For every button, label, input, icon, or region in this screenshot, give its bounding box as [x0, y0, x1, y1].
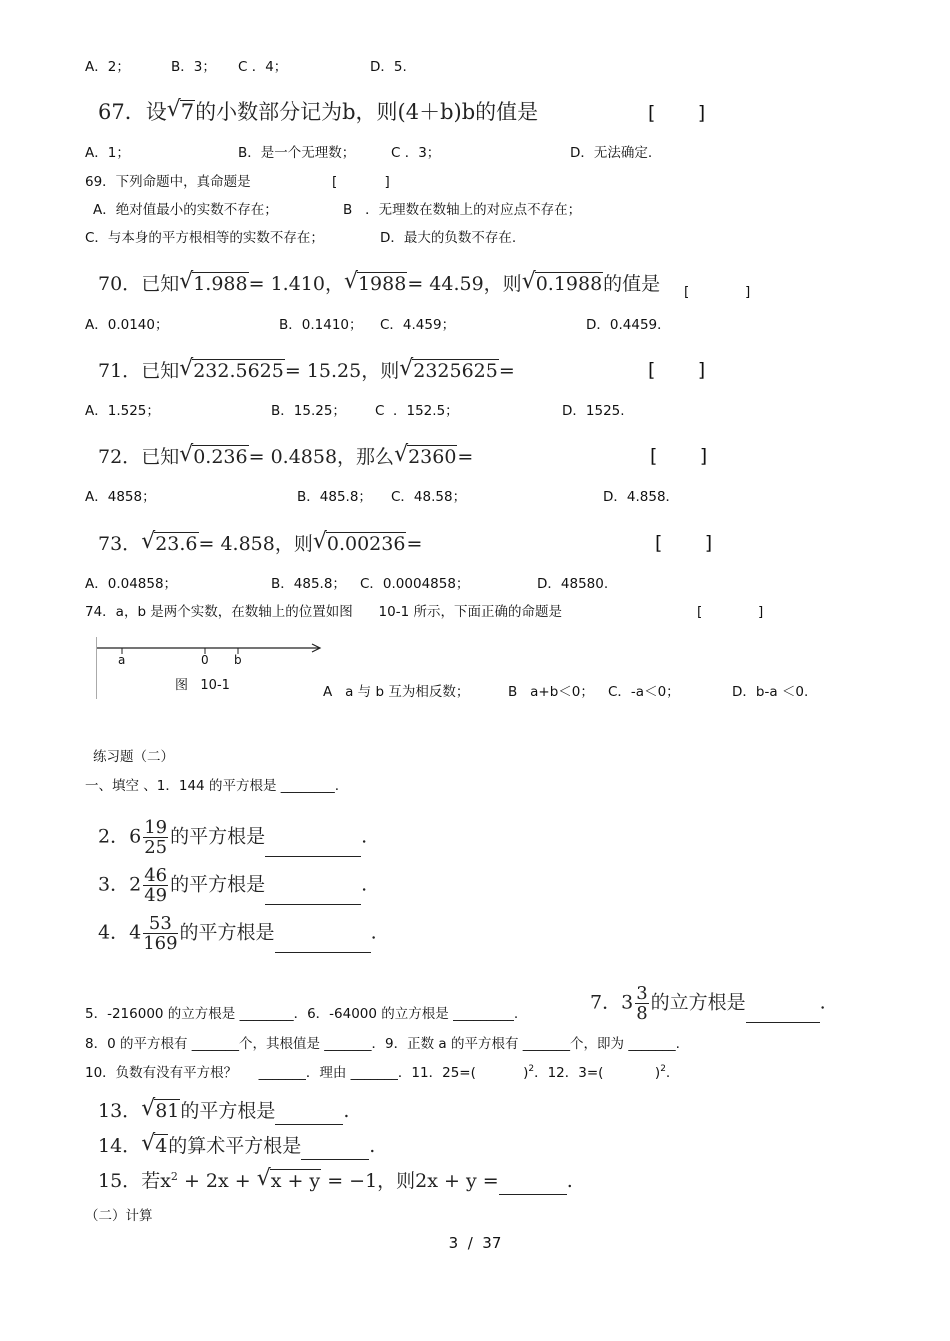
- sqrt-icon: [141, 530, 198, 558]
- q15-pre: 若x: [141, 1170, 171, 1192]
- fill-question-13: 13．√ 81的平方根是 .: [98, 1097, 349, 1125]
- sqrt-icon: [141, 1097, 180, 1125]
- q3-whole: 2: [129, 873, 142, 896]
- q69-stem: 69．下列命题中，真命题是: [85, 174, 251, 190]
- q70-stem: [98, 270, 660, 298]
- q67-stem: [98, 98, 538, 126]
- q74-option-a: A a 与 b 互为相反数；: [323, 684, 470, 700]
- q74-option-b: B a+b＜0；: [508, 684, 594, 700]
- q67-option-a: A．1；: [85, 145, 130, 161]
- fill-question-14: 14．√ 4的算术平方根是 .: [98, 1132, 375, 1160]
- q70-answer-bracket: [ ]: [684, 284, 751, 300]
- q14-tail: 的算术平方根是: [168, 1135, 302, 1157]
- q70-radicand-1: 1.988: [193, 273, 248, 295]
- q70-tail: 的值是: [603, 273, 661, 295]
- label-a: a: [118, 653, 126, 667]
- q67-radicand: 7: [180, 100, 195, 124]
- q67-number: 67．: [98, 100, 146, 124]
- q72-eq-1: = 0.4858，那么: [248, 446, 395, 468]
- q72-answer-bracket: [ ]: [650, 445, 708, 467]
- q73-option-c: C．0.0004858；: [360, 576, 470, 592]
- answer-blank: [275, 934, 371, 953]
- q66-option-d: D．5.: [370, 59, 407, 75]
- q3-denominator: 49: [144, 885, 168, 906]
- q71-option-a: A．1.525；: [85, 403, 160, 419]
- q74-stem: 74．a，b 是两个实数，在数轴上的位置如图 10-1 所示，下面正确的命题是: [85, 604, 562, 620]
- q74-option-c: C．-a＜0；: [608, 684, 680, 700]
- fill-question-2: 2．6 $\frac{19}{25}$ 的平方根是 .: [98, 817, 368, 858]
- q4-denominator: 169: [143, 933, 178, 954]
- q13-tail: 的平方根是: [180, 1100, 276, 1122]
- q4-number: 4．: [98, 921, 130, 944]
- q70-option-c: C．4.459；: [380, 317, 456, 333]
- q72-eq-2: =: [457, 446, 474, 468]
- q70-number: 70．: [98, 273, 142, 295]
- answer-blank: [499, 1176, 567, 1195]
- q72-option-b: B．485.8；: [297, 489, 372, 505]
- sqrt-icon: [179, 443, 248, 471]
- q70-option-a: A．0.0140；: [85, 317, 169, 333]
- sqrt-icon: [141, 1132, 168, 1160]
- q2-whole: 6: [129, 825, 142, 848]
- q71-stem: [98, 357, 515, 385]
- q66-option-b: B．3；: [171, 59, 216, 75]
- q13-number: 13．: [98, 1100, 142, 1122]
- q72-stem: [98, 443, 473, 471]
- q67-text: 的小数部分记为b，则(4＋b)b的值是: [195, 100, 539, 124]
- q12-exponent: 2: [660, 1064, 666, 1074]
- sqrt-icon: [167, 98, 195, 126]
- calc-section-title: （二）计算: [85, 1208, 153, 1224]
- q72-number: 72．: [98, 446, 142, 468]
- q66-option-c: C ．4；: [238, 59, 288, 75]
- q2-tail: 的平方根是: [170, 825, 266, 848]
- q70-eq-2: = 44.59，则: [407, 273, 522, 295]
- q2-fraction: [143, 818, 168, 857]
- q73-eq-1: = 4.858，则: [198, 533, 313, 555]
- q15-number: 15．: [98, 1170, 142, 1192]
- q72-option-c: C．48.58；: [391, 489, 467, 505]
- q71-radicand-1: 232.5625: [193, 360, 284, 382]
- q69-answer-bracket: [ ]: [332, 174, 390, 190]
- q66-option-a: A．2；: [85, 59, 130, 75]
- q7-denominator: 8: [636, 1003, 648, 1024]
- q15-radicand: x + y: [270, 1170, 321, 1192]
- sqrt-icon: [399, 357, 499, 385]
- q7-tail: 的立方根是: [650, 991, 746, 1014]
- q69-option-b: B ．无理数在数轴上的对应点不存在；: [343, 202, 582, 218]
- q73-number: 73．: [98, 533, 142, 555]
- q73-eq-2: =: [406, 533, 423, 555]
- q4-tail: 的平方根是: [179, 921, 275, 944]
- q71-eq-2: =: [498, 360, 515, 382]
- q72-option-d: D．4.858．: [603, 489, 680, 505]
- q7-whole: 3: [621, 991, 634, 1014]
- q73-option-a: A．0.04858；: [85, 576, 178, 592]
- q4-numerator: 53: [143, 914, 177, 934]
- sqrt-icon: [179, 270, 248, 298]
- sqrt-icon: [313, 530, 407, 558]
- q72-pre: 已知: [141, 446, 180, 468]
- fill-questions-8-9: 8．0 的平方根有 _______个，其根值是 _______．9．正数 a 的平方根有 _______个，即为 _______.: [85, 1036, 680, 1052]
- q4-whole: 4: [129, 921, 142, 944]
- q67-option-b: B．是一个无理数；: [238, 145, 356, 161]
- q7-numerator: 3: [636, 983, 648, 1004]
- q73-option-b: B．485.8；: [271, 576, 346, 592]
- q73-stem: [98, 530, 422, 558]
- practice-title: 练习题（二）: [93, 749, 174, 765]
- q10-11-text: 10．负数有没有平方根？ _______．理由 _______．11．25=( ): [85, 1065, 529, 1081]
- q67-answer-bracket: [ ]: [648, 102, 706, 124]
- q14-radicand: 4: [155, 1135, 168, 1157]
- q70-radicand-3: 0.1988: [535, 273, 603, 295]
- answer-blank: [275, 1106, 343, 1125]
- q2-number: 2．: [98, 825, 130, 848]
- q72-radicand-1: 0.236: [193, 446, 248, 468]
- q74-option-d: D．b-a ＜0.: [732, 684, 809, 700]
- q70-radicand-2: 1988: [357, 273, 407, 295]
- label-b: b: [234, 653, 242, 667]
- q71-radicand-2: 2325625: [413, 360, 498, 382]
- q3-tail: 的平方根是: [170, 873, 266, 896]
- fill-question-1: 一、填空 、1．144 的平方根是 ________.: [85, 778, 340, 794]
- q67-option-d: D．无法确定.: [570, 145, 653, 161]
- q12-text: ．12．3=( ): [534, 1065, 661, 1081]
- fill-question-4: 4．4 $\frac{53}{169}$ 的平方根是 .: [98, 913, 377, 954]
- answer-blank: [265, 838, 361, 857]
- answer-blank: [746, 1004, 820, 1023]
- q71-option-c: C ．152.5；: [375, 403, 459, 419]
- page-number: 3 / 37: [448, 1234, 502, 1252]
- fill-questions-5-6: 5．-216000 的立方根是 ________．6．-64000 的立方根是 _________.: [85, 1006, 519, 1022]
- q73-answer-bracket: [ ]: [655, 532, 713, 554]
- q3-number: 3．: [98, 873, 130, 896]
- q2-denominator: 25: [144, 837, 168, 858]
- q73-radicand-1: 23.6: [155, 533, 198, 555]
- q2-numerator: 19: [144, 817, 168, 838]
- fill-question-15: 15．若$x^2 + 2x$ + √ x + y = −1，则2x + y = .: [98, 1167, 573, 1195]
- q13-radicand: 81: [155, 1100, 180, 1122]
- q4-fraction: [143, 914, 177, 953]
- answer-blank: [265, 886, 361, 905]
- q71-option-b: B．15.25；: [271, 403, 346, 419]
- figure-caption: 图 10-1: [175, 678, 230, 693]
- fill-question-3: 3．2 $\frac{46}{49}$ 的平方根是 .: [98, 865, 368, 906]
- sqrt-icon: [344, 270, 407, 298]
- q67-option-c: C ．3；: [391, 145, 441, 161]
- q71-option-d: D．1525.: [562, 403, 625, 419]
- q73-option-d: D．48580.: [537, 576, 609, 592]
- sqrt-icon: [522, 270, 603, 298]
- label-zero: 0: [201, 653, 209, 667]
- fill-questions-10-12: [85, 1064, 670, 1082]
- q71-answer-bracket: [ ]: [648, 359, 706, 381]
- q70-eq-1: = 1.410，: [248, 273, 344, 295]
- sqrt-icon: [179, 357, 285, 385]
- answer-blank: [301, 1141, 369, 1160]
- q12-end: .: [665, 1065, 671, 1081]
- q69-option-d: D．最大的负数不存在.: [380, 230, 517, 246]
- q67-pre: 设: [145, 100, 167, 124]
- q15-tail: = −1，则2x + y =: [321, 1170, 499, 1192]
- q69-option-c: C．与本身的平方根相等的实数不存在；: [85, 230, 324, 246]
- q69-option-a: A．绝对值最小的实数不存在；: [93, 202, 278, 218]
- q7-number: 7．: [590, 991, 622, 1014]
- q74-answer-bracket: [ ]: [697, 604, 764, 620]
- q72-option-a: A．4858；: [85, 489, 156, 505]
- sqrt-icon: [394, 443, 457, 471]
- q15-mid: + 2x +: [177, 1170, 257, 1192]
- q70-pre: 已知: [141, 273, 180, 295]
- sqrt-icon: [257, 1167, 321, 1195]
- fill-question-7: 7．3 $\frac{3}{8}$ 的立方根是 .: [590, 983, 826, 1024]
- q15-exponent: 2: [170, 1170, 178, 1183]
- q70-option-d: D．0.4459．: [586, 317, 671, 333]
- q3-fraction: [143, 866, 168, 905]
- q14-number: 14．: [98, 1135, 142, 1157]
- number-line-figure: [96, 637, 325, 699]
- q70-option-b: B．0.1410；: [279, 317, 363, 333]
- q71-pre: 已知: [141, 360, 180, 382]
- q3-numerator: 46: [144, 865, 168, 886]
- q73-radicand-2: 0.00236: [326, 533, 406, 555]
- q72-radicand-2: 2360: [408, 446, 457, 468]
- q71-eq-1: = 15.25，则: [284, 360, 400, 382]
- q71-number: 71．: [98, 360, 142, 382]
- q11-exponent: 2: [528, 1064, 535, 1074]
- q7-fraction: [635, 984, 648, 1023]
